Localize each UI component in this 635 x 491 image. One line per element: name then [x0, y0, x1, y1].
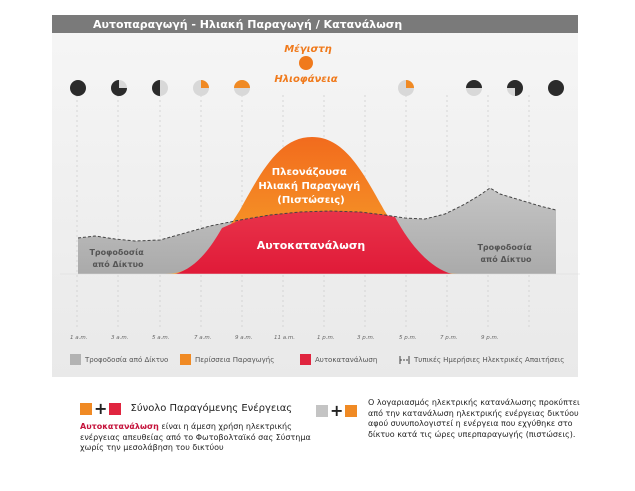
legend-label-self: Αυτοκατανάλωση: [315, 356, 378, 364]
hour-label: 3 a.m.: [111, 335, 129, 341]
total-energy-section: [80, 398, 325, 454]
header-title: Αυτοπαραγωγή - Ηλιακή Παραγωγή / Κατανάλωση: [93, 18, 403, 31]
sun-quarter-icon: [398, 80, 414, 96]
legend-swatch-self: [300, 354, 311, 365]
red-square-icon: [109, 403, 121, 415]
sun-quarter-icon: [193, 80, 209, 96]
hour-label: 1 p.m.: [317, 335, 335, 341]
plus-icon: +: [330, 400, 344, 420]
self-consumption-term: Αυτοκατανάλωση: [80, 422, 159, 431]
plus-icon: +: [94, 398, 108, 418]
hour-label: 9 a.m.: [235, 335, 253, 341]
grid-left-label: Τροφοδοσία από Δίκτυο: [89, 248, 144, 269]
peak-sun-icon: [299, 56, 313, 70]
legend: [70, 354, 564, 365]
orange-square-icon: [80, 403, 92, 415]
moon-full-icon: [548, 80, 564, 96]
hour-label: 5 a.m.: [152, 335, 170, 341]
moon-half-icon: [466, 80, 482, 96]
peak-label-top: Μέγιστη: [284, 44, 332, 55]
hour-label: 1 a.m.: [70, 335, 88, 341]
legend-swatch-grid: [70, 354, 81, 365]
moon-threequarter-icon: [111, 80, 127, 96]
legend-label-demand: Τυπικές Ημερήσιες Ηλεκτρικές Απαιτήσεις: [414, 356, 565, 364]
billing-section: [316, 398, 594, 440]
self-consumption-description: [80, 422, 325, 454]
hour-label: 7 a.m.: [194, 335, 212, 341]
self-consumption-text: είναι η άμεση χρήση ηλεκτρικής ενέργειας απευθείας από το Φωτοβολταϊκό σας Σύστημα χωρίς την μεσολάβηση του δικτύου: [80, 422, 311, 452]
legend-label-grid: Τροφοδοσία από Δίκτυο: [85, 356, 169, 364]
peak-label-bottom: Ηλιοφάνεια: [274, 74, 338, 85]
hour-label: 3 p.m.: [357, 335, 375, 341]
moon-threequarter-icon: [507, 80, 523, 96]
hour-label: 7 p.m.: [440, 335, 458, 341]
moon-half-icon: [152, 80, 168, 96]
grid-right-label: Τροφοδοσία από Δίκτυο: [477, 243, 532, 264]
moon-full-icon: [70, 80, 86, 96]
sun-half-icon: [234, 80, 250, 96]
hour-label: 5 p.m.: [399, 335, 417, 341]
hour-label: 9 p.m.: [481, 335, 499, 341]
grey-square-icon: [316, 405, 328, 417]
self-consumption-label: Αυτοκατανάλωση: [256, 239, 366, 252]
orange-square-icon: [345, 405, 357, 417]
hour-label: 11 a.m.: [274, 335, 295, 341]
total-energy-title: Σύνολο Παραγόμενης Ενέργειας: [130, 403, 293, 414]
legend-swatch-surplus: [180, 354, 191, 365]
billing-description: Ο λογαριασμός ηλεκτρικής κατανάλωσης προκύπτει από την κατανάλωση ηλεκτρικής ενέργειας δικτύου αφού συνυπολογιστεί η ενέργεια που εχγύθηκε στο δίκτυο κατά τις ώρες υπερπαραγωγής (πιστώσεις).: [368, 398, 580, 439]
surplus-label: Πλεονάζουσα Ηλιακή Παραγωγή (Πιστώσεις): [258, 167, 361, 206]
legend-label-surplus: Περίσσεια Παραγωγής: [195, 356, 275, 364]
